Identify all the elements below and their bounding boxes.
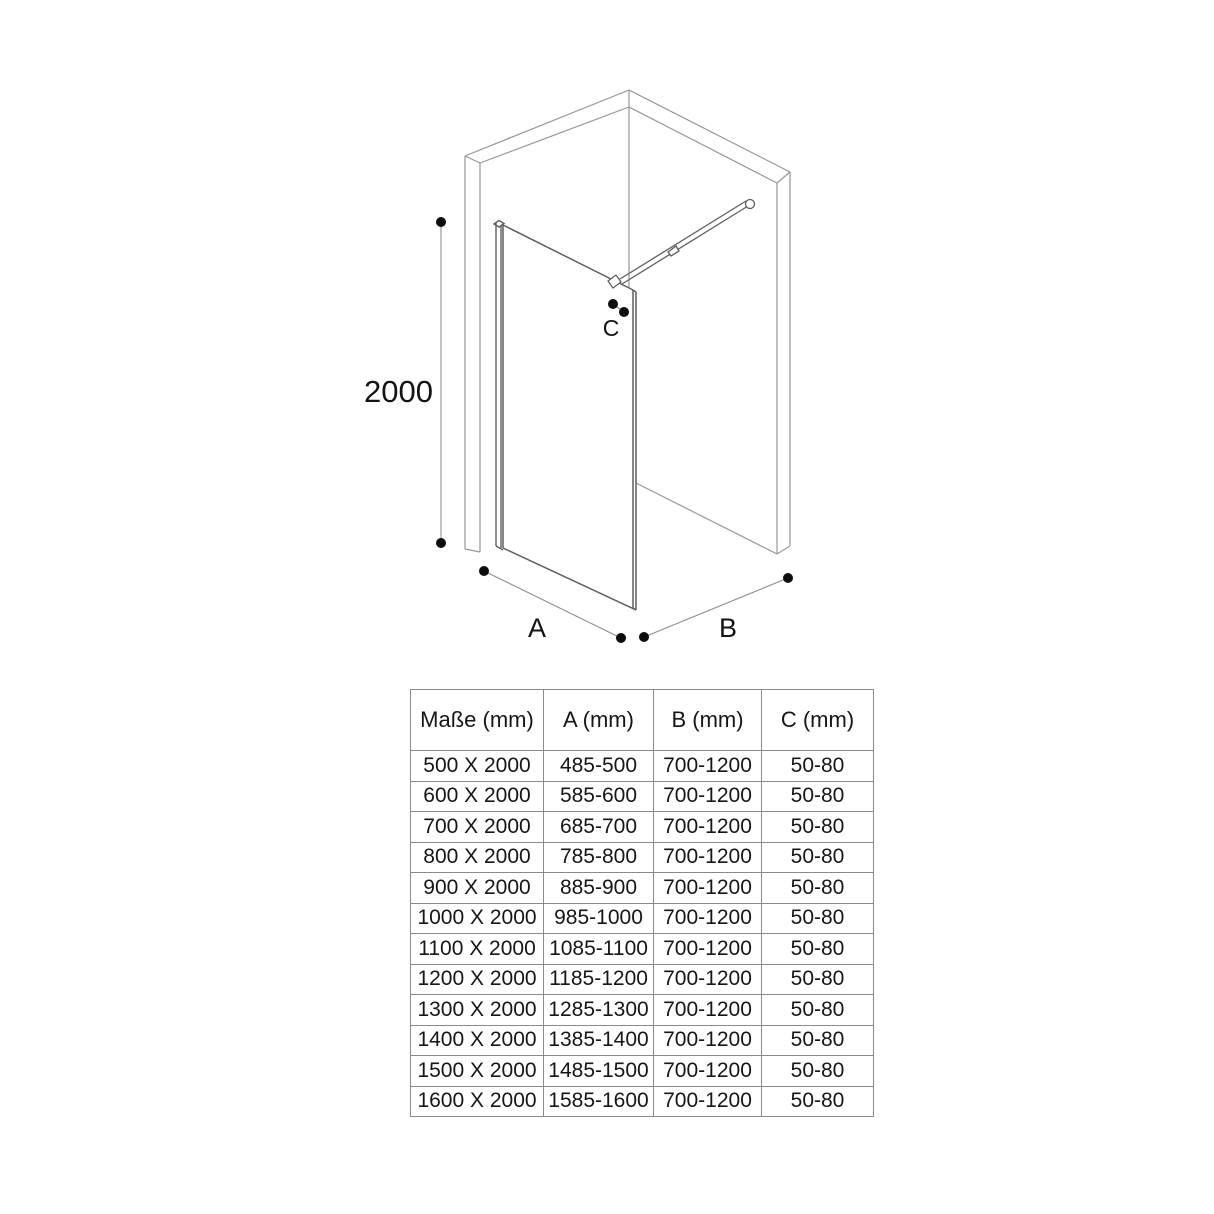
glass-clamp	[608, 275, 621, 288]
cell-a: 1085-1100	[544, 934, 654, 965]
cell-b: 700-1200	[654, 903, 762, 934]
table-row	[411, 995, 874, 1026]
table-row	[411, 1056, 874, 1087]
cell-a: 885-900	[544, 873, 654, 904]
cell-c: 50-80	[762, 842, 874, 873]
table-row	[411, 873, 874, 904]
label-b: B	[718, 613, 738, 643]
bar-wall-cap	[746, 200, 755, 209]
cell-c: 50-80	[762, 1086, 874, 1117]
dimension-a	[479, 566, 626, 643]
table-row	[411, 751, 874, 782]
cell-b: 700-1200	[654, 873, 762, 904]
cell-b: 700-1200	[654, 964, 762, 995]
cell-c: 50-80	[762, 964, 874, 995]
cell-a: 685-700	[544, 812, 654, 843]
cell-size: 900 X 2000	[411, 873, 544, 904]
cell-c: 50-80	[762, 812, 874, 843]
cell-b: 700-1200	[654, 812, 762, 843]
cell-a: 485-500	[544, 751, 654, 782]
cell-c: 50-80	[762, 903, 874, 934]
cell-size: 800 X 2000	[411, 842, 544, 873]
dimension-height	[364, 217, 446, 548]
cell-b: 700-1200	[654, 781, 762, 812]
dim-dot	[479, 566, 489, 576]
cell-size: 1400 X 2000	[411, 1025, 544, 1056]
cell-b: 700-1200	[654, 751, 762, 782]
table-row	[411, 781, 874, 812]
table-header-row	[411, 690, 874, 751]
cell-a: 985-1000	[544, 903, 654, 934]
right-wall	[629, 90, 790, 554]
cell-a: 1385-1400	[544, 1025, 654, 1056]
table-row	[411, 964, 874, 995]
cell-a: 1485-1500	[544, 1056, 654, 1087]
cell-a: 785-800	[544, 842, 654, 873]
header-c: C (mm)	[762, 690, 874, 751]
label-a: A	[527, 613, 547, 643]
header-b: B (mm)	[654, 690, 762, 751]
dim-dot	[608, 299, 618, 309]
dim-dot	[619, 307, 629, 317]
header-a: A (mm)	[544, 690, 654, 751]
cell-a: 585-600	[544, 781, 654, 812]
size-table	[410, 689, 874, 1117]
cell-size: 1100 X 2000	[411, 934, 544, 965]
dimension-b	[639, 573, 793, 643]
cell-size: 700 X 2000	[411, 812, 544, 843]
table-row	[411, 1086, 874, 1117]
cell-b: 700-1200	[654, 1025, 762, 1056]
dim-dot	[436, 217, 446, 227]
dim-dot	[616, 633, 626, 643]
height-label: 2000	[364, 374, 433, 409]
cell-size: 1300 X 2000	[411, 995, 544, 1026]
cell-b: 700-1200	[654, 1056, 762, 1087]
cell-size: 1500 X 2000	[411, 1056, 544, 1087]
dim-dot	[639, 632, 649, 642]
cell-c: 50-80	[762, 995, 874, 1026]
cell-c: 50-80	[762, 1025, 874, 1056]
table-row	[411, 934, 874, 965]
cell-size: 1600 X 2000	[411, 1086, 544, 1117]
support-bar	[608, 200, 755, 289]
cell-b: 700-1200	[654, 842, 762, 873]
header-masse: Maße (mm)	[411, 690, 544, 751]
table-row	[411, 812, 874, 843]
cell-size: 1000 X 2000	[411, 903, 544, 934]
table-row	[411, 903, 874, 934]
dimension-c	[603, 299, 629, 341]
cell-c: 50-80	[762, 751, 874, 782]
cell-size: 500 X 2000	[411, 751, 544, 782]
cell-size: 1200 X 2000	[411, 964, 544, 995]
cell-size: 600 X 2000	[411, 781, 544, 812]
cell-a: 1585-1600	[544, 1086, 654, 1117]
dim-dot	[783, 573, 793, 583]
cell-b: 700-1200	[654, 1086, 762, 1117]
cell-a: 1285-1300	[544, 995, 654, 1026]
cell-a: 1185-1200	[544, 964, 654, 995]
table-row	[411, 1025, 874, 1056]
dim-dot	[436, 538, 446, 548]
cell-b: 700-1200	[654, 995, 762, 1026]
cell-c: 50-80	[762, 934, 874, 965]
label-c: C	[602, 315, 620, 341]
cell-c: 50-80	[762, 781, 874, 812]
cell-c: 50-80	[762, 1056, 874, 1087]
cell-b: 700-1200	[654, 934, 762, 965]
cell-c: 50-80	[762, 873, 874, 904]
table-row	[411, 842, 874, 873]
